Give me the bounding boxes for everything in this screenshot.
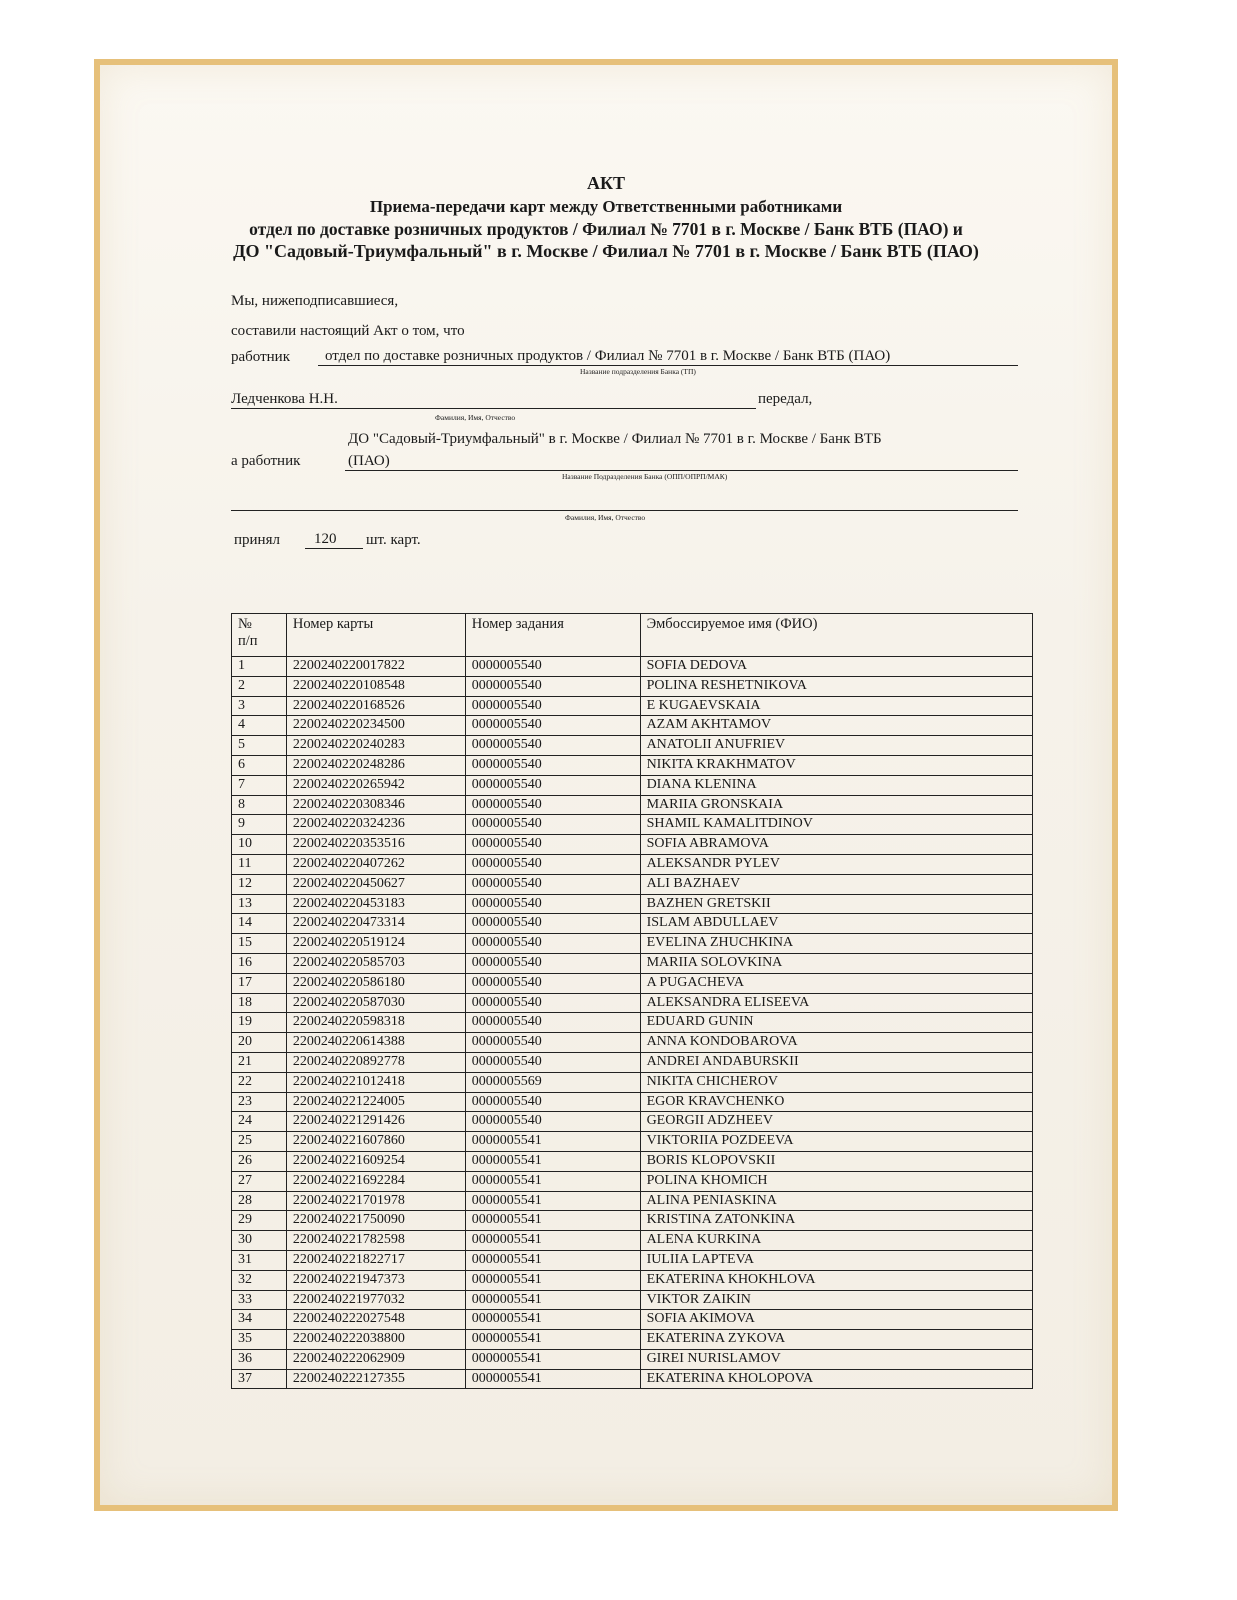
card-number: 2200240220108548 — [286, 676, 465, 696]
table-row — [232, 894, 1033, 914]
embossed-name: A PUGACHEVA — [640, 973, 1032, 993]
card-number: 2200240220248286 — [286, 755, 465, 775]
card-number: 2200240221012418 — [286, 1072, 465, 1092]
task-number: 0000005541 — [465, 1250, 640, 1270]
row-number: 3 — [232, 696, 287, 716]
task-number: 0000005540 — [465, 934, 640, 954]
card-number: 2200240220598318 — [286, 1013, 465, 1033]
card-count-underline — [305, 548, 363, 549]
col-header-task: Номер задания — [465, 614, 640, 657]
table-row — [232, 657, 1033, 677]
row-number: 37 — [232, 1369, 287, 1389]
card-number: 2200240220585703 — [286, 953, 465, 973]
embossed-name: DIANA KLENINA — [640, 775, 1032, 795]
receiver-dept-line1: ДО "Садовый-Триумфальный" в г. Москве / Филиал № 7701 в г. Москве / Банк ВТБ — [348, 431, 882, 447]
embossed-name: EVELINA ZHUCHKINA — [640, 934, 1032, 954]
embossed-name: ALEKSANDRA ELISEEVA — [640, 993, 1032, 1013]
table-row — [232, 953, 1033, 973]
row-number: 16 — [232, 953, 287, 973]
task-number: 0000005541 — [465, 1132, 640, 1152]
sender-name-underline — [231, 408, 756, 409]
row-number: 1 — [232, 657, 287, 677]
task-number: 0000005540 — [465, 657, 640, 677]
row-number: 17 — [232, 973, 287, 993]
embossed-name: ALI BAZHAEV — [640, 874, 1032, 894]
receiver-name-underline — [231, 510, 1018, 511]
row-number: 6 — [232, 755, 287, 775]
sender-name: Ледченкова Н.Н. — [231, 391, 338, 407]
task-number: 0000005541 — [465, 1330, 640, 1350]
task-number: 0000005540 — [465, 775, 640, 795]
embossed-name: ANDREI ANDABURSKII — [640, 1052, 1032, 1072]
card-number: 2200240220453183 — [286, 894, 465, 914]
embossed-name: POLINA KHOMICH — [640, 1171, 1032, 1191]
table-row — [232, 1072, 1033, 1092]
task-number: 0000005540 — [465, 914, 640, 934]
row-number: 21 — [232, 1052, 287, 1072]
receiver-dept-line2: (ПАО) — [348, 453, 390, 469]
task-number: 0000005541 — [465, 1151, 640, 1171]
row-number: 30 — [232, 1231, 287, 1251]
card-number: 2200240220308346 — [286, 795, 465, 815]
card-number: 2200240220324236 — [286, 815, 465, 835]
table-row — [232, 914, 1033, 934]
row-number: 8 — [232, 795, 287, 815]
card-number: 2200240220407262 — [286, 854, 465, 874]
table-row — [232, 1211, 1033, 1231]
row-number: 23 — [232, 1092, 287, 1112]
table-header-row — [232, 614, 1033, 657]
embossed-name: EGOR KRAVCHENKO — [640, 1092, 1032, 1112]
table-row — [232, 1250, 1033, 1270]
embossed-name: NIKITA KRAKHMATOV — [640, 755, 1032, 775]
row-number: 10 — [232, 835, 287, 855]
embossed-name: SOFIA DEDOVA — [640, 657, 1032, 677]
embossed-name: EDUARD GUNIN — [640, 1013, 1032, 1033]
embossed-name: NIKITA CHICHEROV — [640, 1072, 1032, 1092]
card-number: 2200240221750090 — [286, 1211, 465, 1231]
card-number: 2200240220240283 — [286, 736, 465, 756]
task-number: 0000005541 — [465, 1231, 640, 1251]
task-number: 0000005540 — [465, 953, 640, 973]
table-row — [232, 835, 1033, 855]
row-number: 13 — [232, 894, 287, 914]
task-number: 0000005540 — [465, 736, 640, 756]
table-row — [232, 934, 1033, 954]
table-row — [232, 1052, 1033, 1072]
card-number: 2200240220017822 — [286, 657, 465, 677]
card-number: 2200240222027548 — [286, 1310, 465, 1330]
embossed-name: BAZHEN GRETSKII — [640, 894, 1032, 914]
row-number: 26 — [232, 1151, 287, 1171]
row-number: 33 — [232, 1290, 287, 1310]
table-row — [232, 736, 1033, 756]
sender-name-caption: Фамилия, Имя, Отчество — [435, 413, 516, 422]
card-number: 2200240220586180 — [286, 973, 465, 993]
task-number: 0000005540 — [465, 795, 640, 815]
card-number: 2200240221947373 — [286, 1270, 465, 1290]
task-number: 0000005540 — [465, 1033, 640, 1053]
task-number: 0000005540 — [465, 1112, 640, 1132]
embossed-name: ISLAM ABDULLAEV — [640, 914, 1032, 934]
row-number: 27 — [232, 1171, 287, 1191]
table-row — [232, 993, 1033, 1013]
task-number: 0000005541 — [465, 1191, 640, 1211]
card-number: 2200240221607860 — [286, 1132, 465, 1152]
task-number: 0000005540 — [465, 1052, 640, 1072]
task-number: 0000005541 — [465, 1270, 640, 1290]
card-number: 2200240220473314 — [286, 914, 465, 934]
embossed-name: ANATOLII ANUFRIEV — [640, 736, 1032, 756]
card-number: 2200240221291426 — [286, 1112, 465, 1132]
embossed-name: GIREI NURISLAMOV — [640, 1349, 1032, 1369]
table-row — [232, 755, 1033, 775]
row-number: 5 — [232, 736, 287, 756]
embossed-name: ALENA KURKINA — [640, 1231, 1032, 1251]
sender-dept: отдел по доставке розничных продуктов / Филиал № 7701 в г. Москве / Банк ВТБ (ПАО) — [325, 348, 891, 364]
table-row — [232, 1013, 1033, 1033]
table-row — [232, 1191, 1033, 1211]
embossed-name: SOFIA AKIMOVA — [640, 1310, 1032, 1330]
task-number: 0000005540 — [465, 1013, 640, 1033]
card-number: 2200240220353516 — [286, 835, 465, 855]
receiver-dept-underline — [345, 470, 1018, 471]
sender-dept-caption: Название подразделения Банка (ТП) — [580, 367, 696, 376]
table-row — [232, 1310, 1033, 1330]
embossed-name: ALINA PENIASKINA — [640, 1191, 1032, 1211]
receiver-name-caption: Фамилия, Имя, Отчество — [565, 513, 646, 522]
embossed-name: MARIIA SOLOVKINA — [640, 953, 1032, 973]
table-row — [232, 1330, 1033, 1350]
table-row — [232, 1092, 1033, 1112]
table-row — [232, 1033, 1033, 1053]
row-number: 34 — [232, 1310, 287, 1330]
table-row — [232, 676, 1033, 696]
table-row — [232, 1290, 1033, 1310]
table-row — [232, 775, 1033, 795]
task-number: 0000005541 — [465, 1171, 640, 1191]
table-row — [232, 854, 1033, 874]
embossed-name: AZAM AKHTAMOV — [640, 716, 1032, 736]
card-number: 2200240221224005 — [286, 1092, 465, 1112]
table-row — [232, 696, 1033, 716]
row-number: 18 — [232, 993, 287, 1013]
sender-dept-underline — [318, 365, 1018, 366]
row-number: 36 — [232, 1349, 287, 1369]
card-number: 2200240222062909 — [286, 1349, 465, 1369]
card-number: 2200240222038800 — [286, 1330, 465, 1350]
doc-subtitle: Приема-передачи карт между Ответственными работниками — [369, 197, 843, 216]
card-number: 2200240220519124 — [286, 934, 465, 954]
table-row — [232, 1270, 1033, 1290]
task-number: 0000005540 — [465, 874, 640, 894]
col-header-name: Эмбоссируемое имя (ФИО) — [640, 614, 1032, 657]
task-number: 0000005540 — [465, 696, 640, 716]
task-number: 0000005540 — [465, 973, 640, 993]
card-number: 2200240220168526 — [286, 696, 465, 716]
table-row — [232, 973, 1033, 993]
task-number: 0000005541 — [465, 1290, 640, 1310]
table-row — [232, 1369, 1033, 1389]
task-number: 0000005540 — [465, 815, 640, 835]
embossed-name: E KUGAEVSKAIA — [640, 696, 1032, 716]
row-number: 24 — [232, 1112, 287, 1132]
row-number: 15 — [232, 934, 287, 954]
col-header-num: № п/п — [232, 614, 287, 657]
row-number: 25 — [232, 1132, 287, 1152]
row-number: 4 — [232, 716, 287, 736]
task-number: 0000005541 — [465, 1211, 640, 1231]
card-number: 2200240220614388 — [286, 1033, 465, 1053]
embossed-name: VIKTORIIA POZDEEVA — [640, 1132, 1032, 1152]
embossed-name: KRISTINA ZATONKINA — [640, 1211, 1032, 1231]
receiver-label: а работник — [231, 453, 301, 469]
table-row — [232, 1112, 1033, 1132]
doc-subtitle-line2: отдел по доставке розничных продуктов / Филиал № 7701 в г. Москве / Банк ВТБ (ПАО) и — [249, 219, 963, 239]
table-row — [232, 1231, 1033, 1251]
card-number: 2200240220587030 — [286, 993, 465, 1013]
card-number: 2200240221701978 — [286, 1191, 465, 1211]
embossed-name: VIKTOR ZAIKIN — [640, 1290, 1032, 1310]
row-number: 9 — [232, 815, 287, 835]
row-number: 20 — [232, 1033, 287, 1053]
task-number: 0000005541 — [465, 1369, 640, 1389]
row-number: 29 — [232, 1211, 287, 1231]
task-number: 0000005541 — [465, 1310, 640, 1330]
row-number: 31 — [232, 1250, 287, 1270]
task-number: 0000005540 — [465, 835, 640, 855]
embossed-name: BORIS KLOPOVSKII — [640, 1151, 1032, 1171]
task-number: 0000005569 — [465, 1072, 640, 1092]
row-number: 28 — [232, 1191, 287, 1211]
intro-line1: Мы, нижеподписавшиеся, — [231, 293, 399, 309]
card-number: 2200240221609254 — [286, 1151, 465, 1171]
card-number: 2200240220450627 — [286, 874, 465, 894]
embossed-name: SHAMIL KAMALITDINOV — [640, 815, 1032, 835]
accepted-label: принял — [234, 532, 280, 548]
card-count: 120 — [314, 531, 337, 547]
embossed-name: EKATERINA ZYKOVA — [640, 1330, 1032, 1350]
document-sheet — [100, 65, 1112, 1505]
task-number: 0000005540 — [465, 993, 640, 1013]
table-row — [232, 716, 1033, 736]
row-number: 11 — [232, 854, 287, 874]
doc-subtitle-line3: ДО "Садовый-Триумфальный" в г. Москве / Филиал № 7701 в г. Москве / Банк ВТБ (ПАО) — [233, 241, 979, 261]
embossed-name: ALEKSANDR PYLEV — [640, 854, 1032, 874]
card-number: 2200240221977032 — [286, 1290, 465, 1310]
cards-table — [231, 613, 1033, 1389]
embossed-name: SOFIA ABRAMOVA — [640, 835, 1032, 855]
row-number: 7 — [232, 775, 287, 795]
table-row — [232, 1171, 1033, 1191]
task-number: 0000005540 — [465, 1092, 640, 1112]
row-number: 35 — [232, 1330, 287, 1350]
table-row — [232, 795, 1033, 815]
embossed-name: MARIIA GRONSKAIA — [640, 795, 1032, 815]
row-number: 22 — [232, 1072, 287, 1092]
cards-unit: шт. карт. — [366, 532, 421, 548]
row-number: 32 — [232, 1270, 287, 1290]
card-number: 2200240220892778 — [286, 1052, 465, 1072]
col-header-card: Номер карты — [286, 614, 465, 657]
row-number: 12 — [232, 874, 287, 894]
doc-title: АКТ — [586, 173, 626, 193]
embossed-name: POLINA RESHETNIKOVA — [640, 676, 1032, 696]
receiver-dept-caption: Название Подразделения Банка (ОПП/ОПРП/МАК) — [562, 472, 728, 481]
table-row — [232, 815, 1033, 835]
card-number: 2200240220265942 — [286, 775, 465, 795]
row-number: 14 — [232, 914, 287, 934]
card-number: 2200240220234500 — [286, 716, 465, 736]
row-number: 2 — [232, 676, 287, 696]
task-number: 0000005540 — [465, 755, 640, 775]
task-number: 0000005540 — [465, 894, 640, 914]
embossed-name: GEORGII ADZHEEV — [640, 1112, 1032, 1132]
table-row — [232, 874, 1033, 894]
card-number: 2200240222127355 — [286, 1369, 465, 1389]
table-row — [232, 1349, 1033, 1369]
worker-label: работник — [231, 349, 290, 365]
table-row — [232, 1151, 1033, 1171]
embossed-name: EKATERINA KHOKHLOVA — [640, 1270, 1032, 1290]
embossed-name: IULIIA LAPTEVA — [640, 1250, 1032, 1270]
card-number: 2200240221782598 — [286, 1231, 465, 1251]
passed-label: передал, — [758, 391, 813, 407]
task-number: 0000005540 — [465, 716, 640, 736]
task-number: 0000005541 — [465, 1349, 640, 1369]
embossed-name: EKATERINA KHOLOPOVA — [640, 1369, 1032, 1389]
table-row — [232, 1132, 1033, 1152]
embossed-name: ANNA KONDOBAROVA — [640, 1033, 1032, 1053]
row-number: 19 — [232, 1013, 287, 1033]
task-number: 0000005540 — [465, 676, 640, 696]
task-number: 0000005540 — [465, 854, 640, 874]
intro-line2: составили настоящий Акт о том, что — [231, 323, 465, 339]
card-number: 2200240221692284 — [286, 1171, 465, 1191]
card-number: 2200240221822717 — [286, 1250, 465, 1270]
